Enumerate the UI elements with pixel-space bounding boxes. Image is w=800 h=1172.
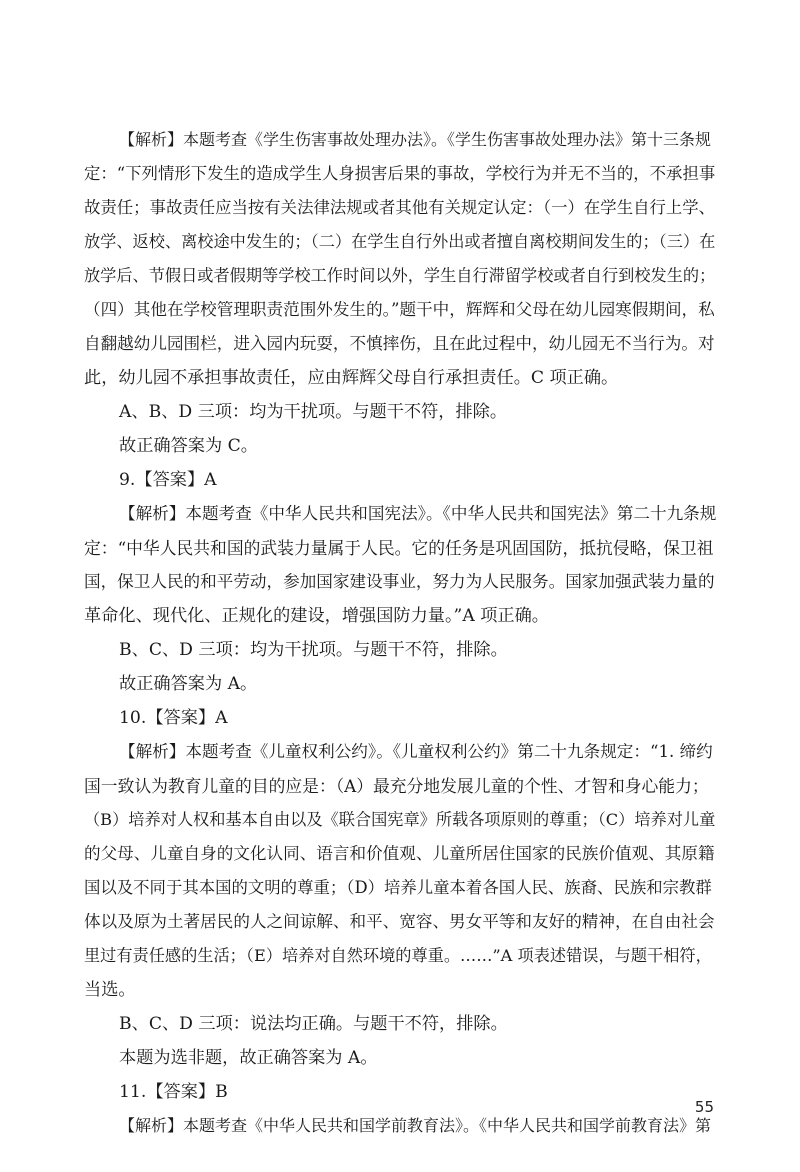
text-line: 定：“中华人民共和国的武装力量属于人民。它的任务是巩固国防，抵抗侵略，保卫祖 [84,538,714,558]
text-line: 革命化、现代化、正规化的建设，增强国防力量。”A 项正确。 [84,606,549,626]
text-line: 【解析】本题考查《中华人民共和国学前教育法》。《中华人民共和国学前教育法》第 [119,1116,712,1135]
text-line: A、B、D 三项：均为干扰项。与题干不符，排除。 [119,402,508,422]
text-line: 定：“下列情形下发生的造成学生人身损害后果的事故，学校行为并无不当的，不承担事 [84,164,716,183]
text-line: 国一致认为教育儿童的目的应是：（A）最充分地发展儿童的个性、才智和身心能力； [84,776,709,796]
answer-heading: 11.【答案】B [119,1082,228,1102]
text-line: 国，保卫人民的和平劳动，参加国家建设事业，努力为人民服务。国家加强武装力量的 [84,572,715,591]
text-line: 此，幼儿园不承担事故责任，应由辉辉父母自行承担责任。C 项正确。 [84,368,619,388]
text-line: 【解析】本题考查《学生伤害事故处理办法》。《学生伤害事故处理办法》第十三条规 [119,130,712,149]
text-line: 的父母、儿童自身的文化认同、语言和价值观、儿童所居住国家的民族价值观、其原籍 [84,844,715,863]
text-line: 当选。 [84,980,136,1000]
text-line: 里过有责任感的生活；（E）培养对自然环境的尊重。……”A 项表述错误，与题干相符， [84,946,712,965]
text-line: 故正确答案为 A。 [119,674,258,694]
text-line: B、C、D 三项：说法均正确。与题干不符，排除。 [119,1014,508,1034]
page-number: 55 [694,1098,714,1116]
answer-heading: 9.【答案】A [119,470,217,490]
text-line: 国以及不同于其本国的文明的尊重；（D）培养儿童本着各国人民、族裔、民族和宗教群 [84,878,712,897]
answer-heading: 10.【答案】A [119,708,228,728]
text-line: B、C、D 三项：均为干扰项。与题干不符，排除。 [119,640,508,660]
text-line: 放学、返校、离校途中发生的；（二）在学生自行外出或者擅自离校期间发生的；（三）在 [84,232,716,251]
text-line: 本题为选非题，故正确答案为 A。 [119,1048,378,1068]
text-line: 体以及原为土著居民的人之间谅解、和平、宽容、男女平等和友好的精神，在自由社会 [84,912,715,931]
text-line: 故正确答案为 C。 [119,436,258,456]
text-line: （四）其他在学校管理职责范围外发生的。”题干中，辉辉和父母在幼儿园寒假期间，私 [84,300,715,319]
text-line: 放学后、节假日或者假期等学校工作时间以外，学生自行滞留学校或者自行到校发生的； [84,266,716,285]
text-line: 【解析】本题考查《中华人民共和国宪法》。《中华人民共和国宪法》第二十九条规 [119,504,717,523]
text-line: 自翻越幼儿园围栏，进入园内玩耍，不慎摔伤，且在此过程中，幼儿园无不当行为。对 [84,334,715,353]
text-line: 故责任；事故责任应当按有关法律法规或者其他有关规定认定：（一）在学生自行上学、 [84,198,716,217]
text-line: 【解析】本题考查《儿童权利公约》。《儿童权利公约》第二十九条规定：“1. 缔约 [119,742,713,761]
text-line: （B）培养对人权和基本自由以及《联合国宪章》所载各项原则的尊重；（C）培养对儿童 [84,810,716,829]
